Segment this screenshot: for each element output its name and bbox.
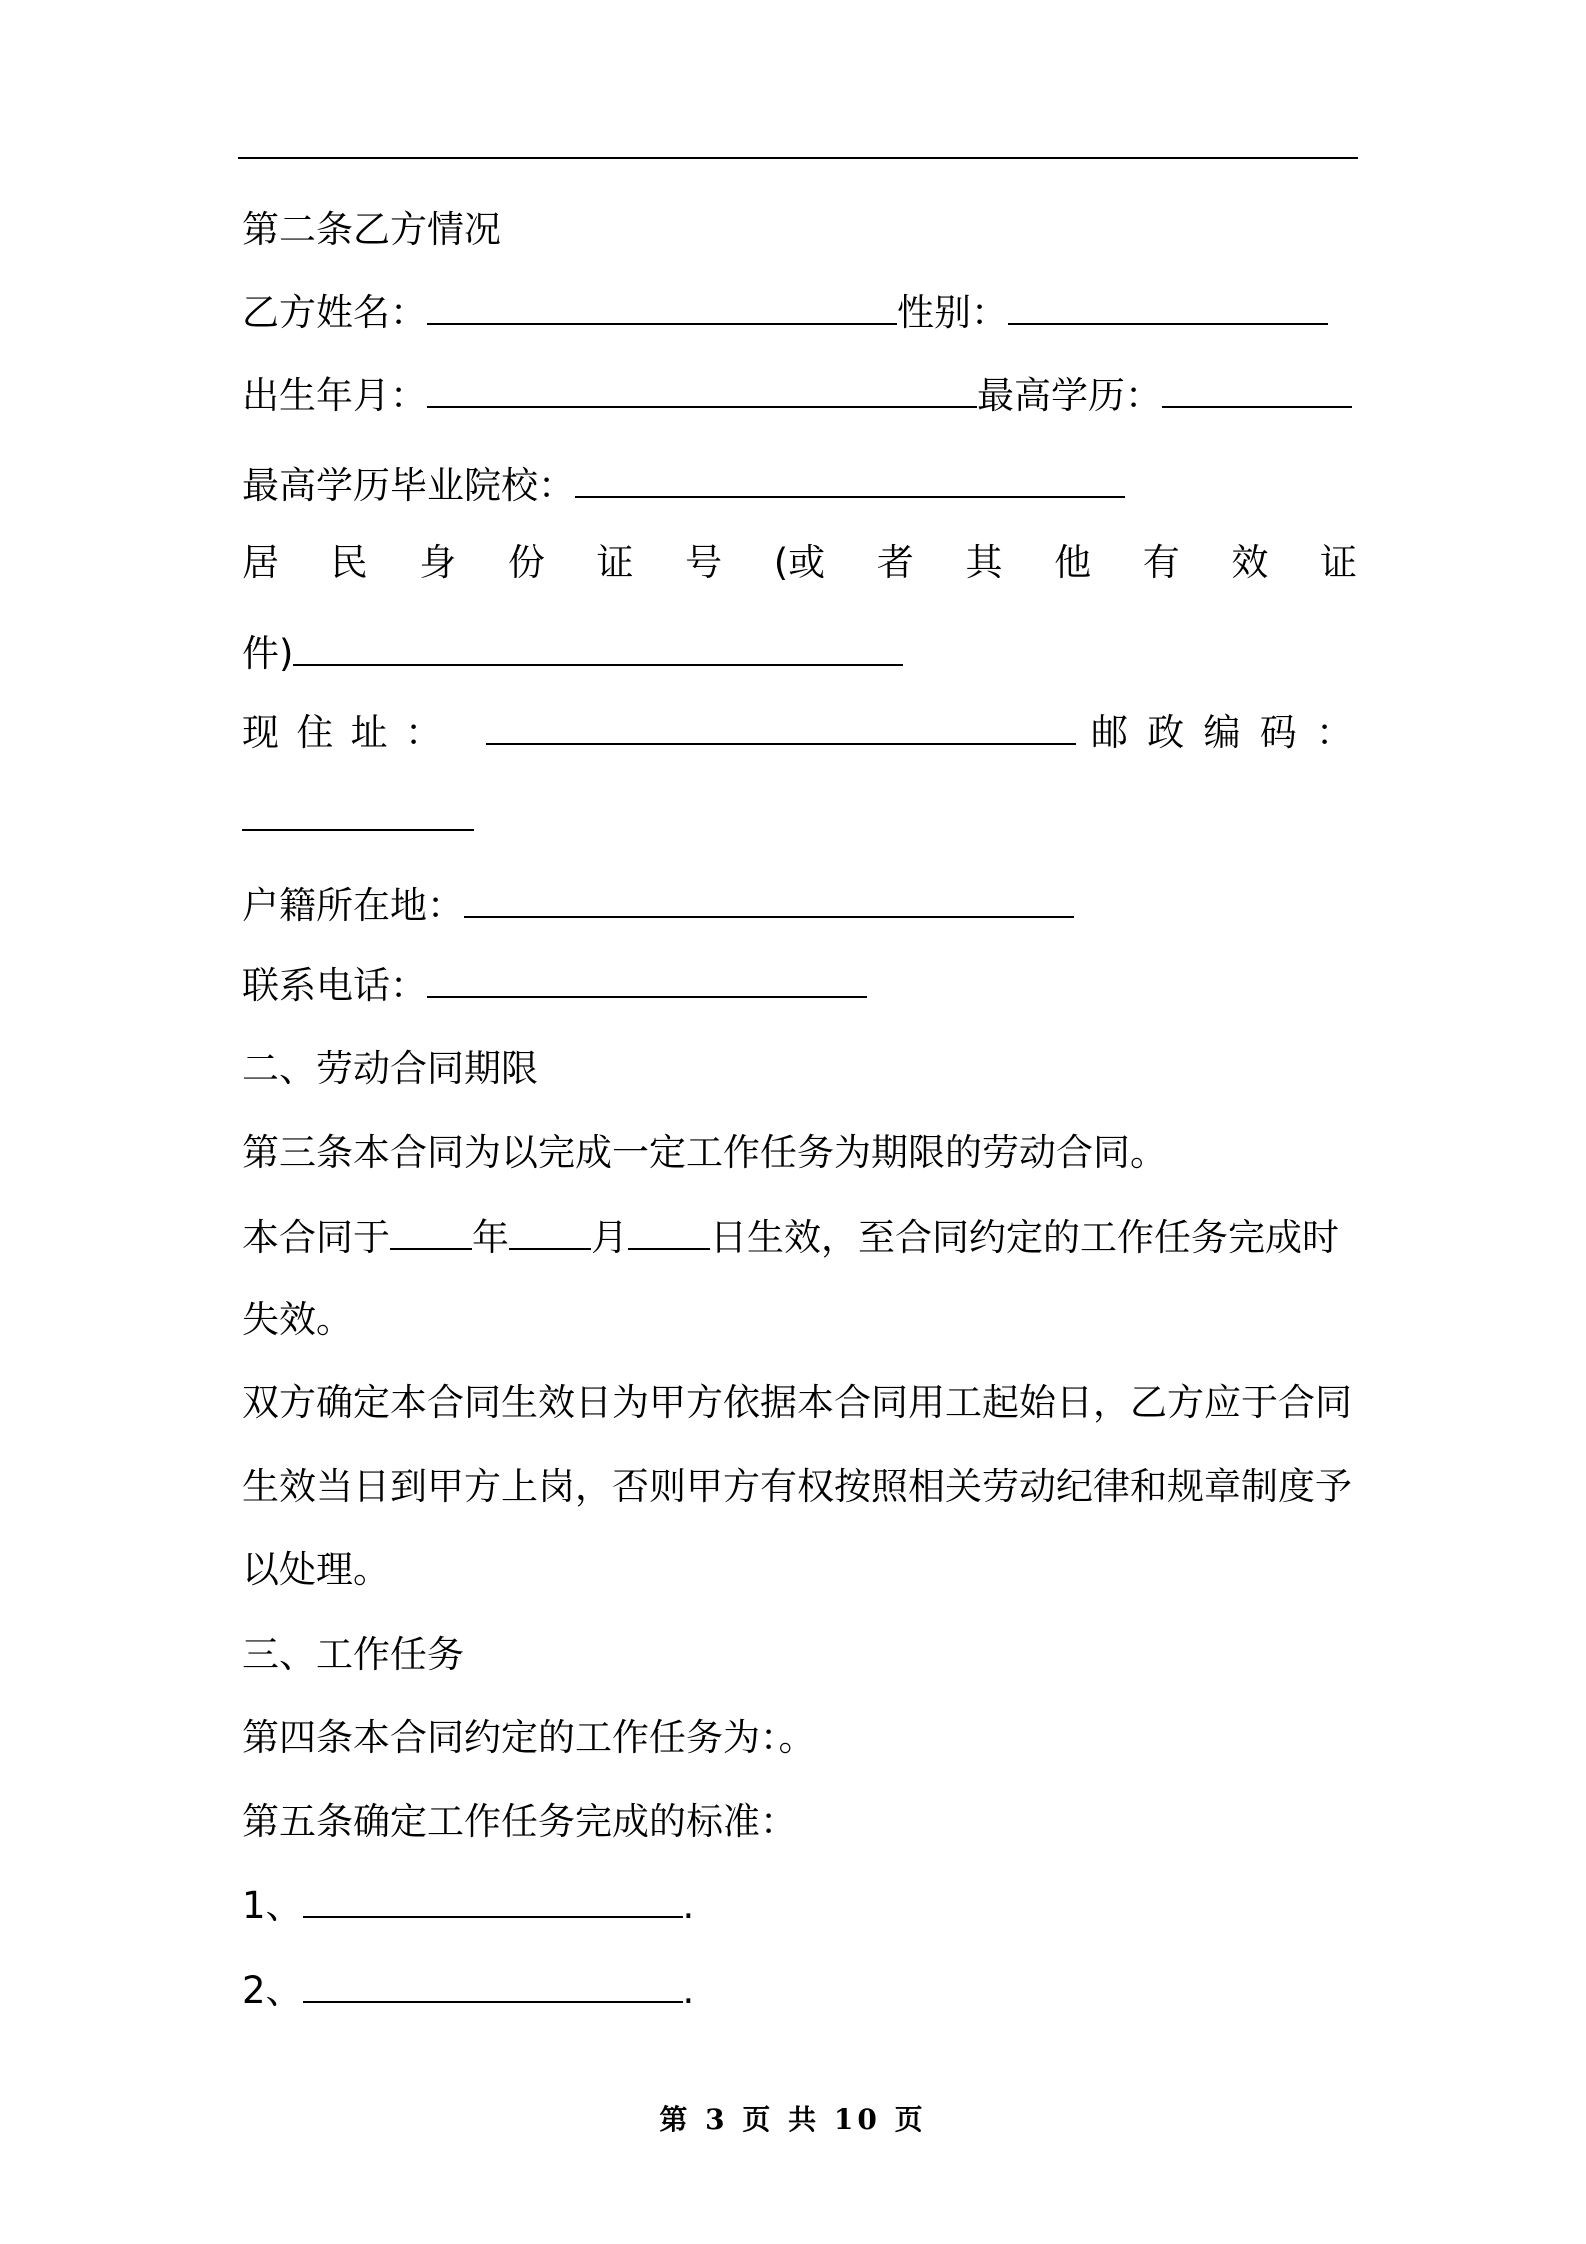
id-number-blank[interactable]	[293, 628, 903, 666]
id-number-row	[242, 628, 1357, 679]
education-label: 最高学历：	[977, 374, 1162, 417]
header-rule	[238, 157, 1358, 159]
postcode-label: 邮 政 编 码 ：	[1091, 711, 1353, 754]
name-blank[interactable]	[427, 287, 897, 325]
para-line-1: 双方确定本合同生效日为甲方依据本合同用工起始日，乙方应于合同	[242, 1381, 1352, 1424]
id-label-row: 居 民 身 份 证 号 (或 者 其 他 有 效 证	[242, 541, 1357, 584]
article-4: 第四条本合同约定的工作任务为：。	[242, 1716, 816, 1759]
id-label-end: 件)	[242, 632, 294, 675]
section-2-heading: 二、劳动合同期限	[242, 1047, 538, 1090]
article-2-title: 第二条乙方情况	[242, 208, 501, 251]
section-3-heading: 三、工作任务	[242, 1633, 464, 1676]
birth-education-row	[242, 370, 1357, 421]
address-postcode-row	[242, 707, 1357, 758]
education-blank[interactable]	[1162, 370, 1352, 408]
standard-item-2: 2、 .	[242, 1965, 1357, 2016]
postcode-blank[interactable]	[242, 793, 474, 831]
month-blank[interactable]	[509, 1212, 591, 1250]
school-label: 最高学历毕业院校：	[242, 464, 575, 507]
article-3: 第三条本合同为以完成一定工作任务为期限的劳动合同。	[242, 1131, 1167, 1174]
effective-end: 失效。	[242, 1298, 353, 1341]
name-label: 乙方姓名：	[242, 291, 427, 334]
item-2-blank[interactable]	[303, 1965, 683, 2003]
year-blank[interactable]	[390, 1212, 472, 1250]
gender-blank[interactable]	[1008, 287, 1328, 325]
phone-label: 联系电话：	[242, 964, 427, 1007]
address-blank[interactable]	[486, 707, 1076, 745]
article-5: 第五条确定工作任务完成的标准：	[242, 1800, 797, 1843]
birth-blank[interactable]	[427, 370, 977, 408]
para-line-2: 生效当日到甲方上岗，否则甲方有权按照相关劳动纪律和规章制度予	[242, 1465, 1352, 1508]
standard-item-1: 1、 .	[242, 1880, 1357, 1931]
postcode-row	[242, 793, 1357, 844]
address-label: 现 住 址 ：	[242, 711, 442, 754]
birth-label: 出生年月：	[242, 374, 427, 417]
household-blank[interactable]	[464, 880, 1074, 918]
name-gender-row	[242, 287, 1357, 338]
household-row	[242, 880, 1357, 931]
page-footer: 第 3 页 共 10 页	[659, 2103, 927, 2136]
item-1-blank[interactable]	[303, 1880, 683, 1918]
phone-row	[242, 960, 1357, 1011]
gender-label: 性别：	[897, 291, 1008, 334]
school-blank[interactable]	[575, 460, 1125, 498]
school-row	[242, 460, 1357, 511]
phone-blank[interactable]	[427, 960, 867, 998]
day-blank[interactable]	[628, 1212, 710, 1250]
effective-date-row: 本合同于 年 月 日生效，至合同约定的工作任务完成时	[242, 1212, 1357, 1263]
household-label: 户籍所在地：	[242, 884, 464, 927]
para-line-3: 以处理。	[242, 1548, 390, 1591]
